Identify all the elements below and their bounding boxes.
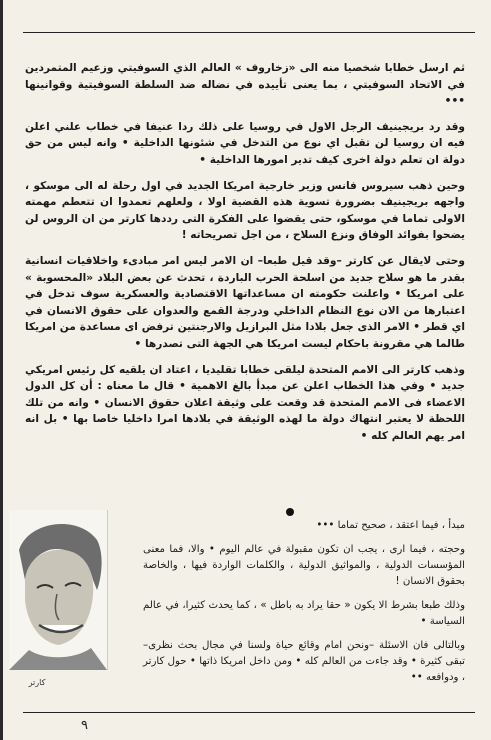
top-rule [23,32,475,33]
paragraph-4: وحتى لايقال عن كارتر –وقد قيل طبعا– ان الامر ليس امر مبادىء واخلاقيات انسانية بقدر ما هو سلاح جديد من اسلحة الحرب الباردة ، تحدث عن بعض البلاد «المحسوبة » على امريكا • واعلنت حكومته ان مساعداتها الاقتصادية والعسكرية سوف تدخل في اعتبارها من الان نوع النظام الداخلي ودرجة القمع والعدوان على حقوق الانسان في اي قطر • الامر الذى جعل بلادا مثل البرازيل والارجنتين ترفض اى مساعدة من امريكا طالما هي مقرونة باحكام ليست امريكا هي الجهة التى تصدرها • [25,254,465,350]
paragraph-7: وحجته ، فيما ارى ، يجب ان تكون مقبولة في عالم اليوم • والا، فما معنى المؤسسات الدولية ، والمواثيق الدولية ، والكلمات الواردة فيها ، والخاصة بحقوق الانسان ! [143,544,465,587]
bottom-rule [23,712,475,713]
paragraph-9: وبالتالى فان الاسئلة –ونحن امام وقائع حياة ولسنا في مجال بحث نظرى– تبقى كثيرة • وقد جاءت من العالم كله • ومن داخل امريكا ذاتها • حول كارتر ، ودوافعه •• [143,640,465,683]
paragraph-1: ثم ارسل خطابا شخصيا منه الى «زخاروف » العالم الذي السوفيتي وزعيم المتمردين في الاتحاد السوفيتي ، بما يعنى تأييده في نضاله ضد السلطة السوفيتية وقوانينها ••• [25,62,465,108]
paragraph-3: وحين ذهب سيروس فانس وزير خارجية امريكا الجديد في اول رحلة له الى موسكو ، واجهه بريجينيف بضرورة تسوية هذه القضية اولا ، ولعلهم تعمدوا ان تتعطم مهمته الاولى تماما في موسكو، حتى يقضوا على الفكرة التى رددها كارتر من ان الروس لن يضحوا بفوائد الوفاق ونزع السلاح ، من اجل تصريحاته ! [25,179,465,242]
second-column [143,518,465,694]
main-column [25,60,465,453]
page-number: ٩ [81,718,88,733]
paragraph-5: وذهب كارتر الى الامم المتحدة ليلقى خطابا تقليديا ، اعتاد ان يلقيه كل رئيس امريكي جديد • وفي هذا الخطاب اعلن عن مبدأ بالغ الاهمية • قال ما معناه : أن كل الدول الاعضاء فى الامم المتحدة قد وقعت على وثيقة اعلان حقوق الانسان • وانه من تلك اللحظة لا يعتبر انتهاك دولة ما لهذه الوثيقة في بلادها امرا داخليا خاصا بها • بل انه امر يهم العالم كله • [25,363,465,442]
portrait-illustration [9,510,107,670]
paragraph-2: وقد رد بريجينيف الرجل الاول في روسيا على ذلك ردا عنيفا في خطاب علني اعلن فيه ان روسيا لن تقبل اي نوع من التدخل في شئونها الداخلية • وانه ليس من حق دولة ان تعلم دولة اخرى كيف تدير امورها الداخلية • [25,120,465,166]
paragraph-8: وذلك طبعا بشرط الا يكون « حقا يراد به باطل » ، كما يحدث كثيرا، في عالم السياسة • [143,600,465,627]
photo-caption: كارتر [28,678,46,687]
section-dot [286,508,294,516]
portrait-photo [9,510,108,670]
paragraph-6: مبدأ ، فيما اعتقد ، صحيح تماما ••• [316,520,465,531]
